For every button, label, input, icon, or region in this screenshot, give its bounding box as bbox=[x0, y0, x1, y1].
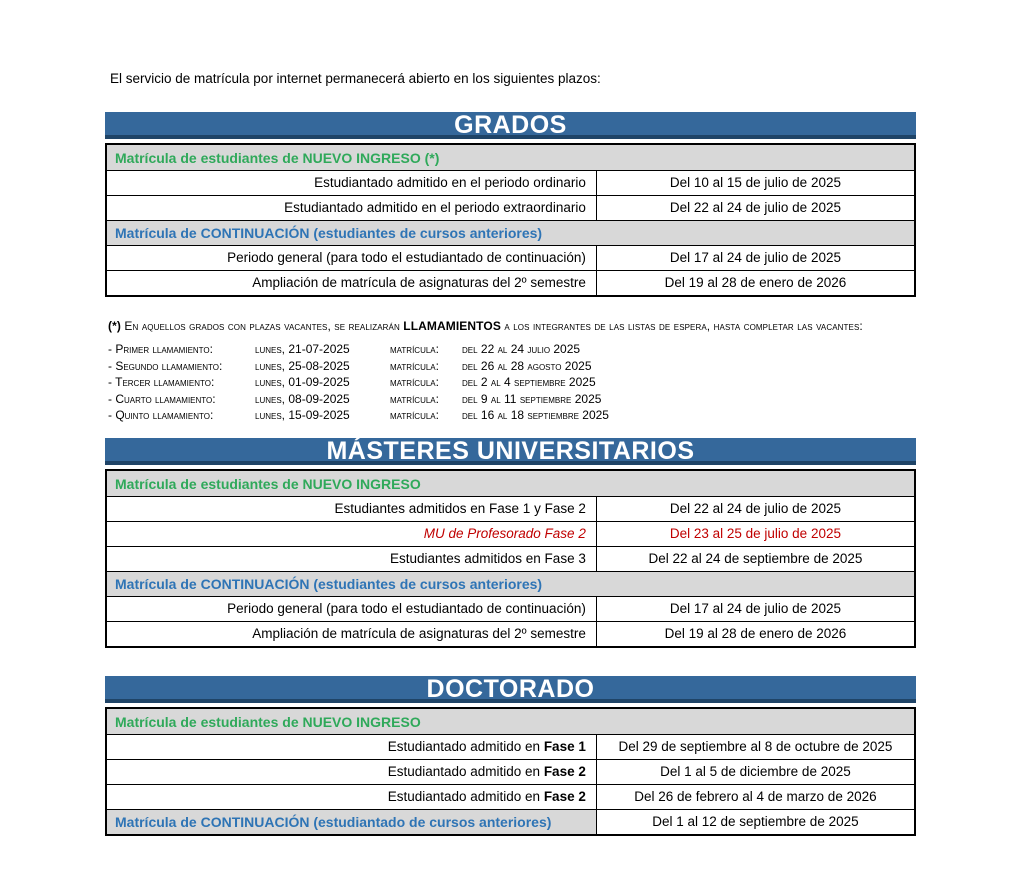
table-row bbox=[107, 170, 914, 195]
row-label bbox=[107, 785, 597, 809]
row-label-text: Estudiantado admitido en bbox=[387, 739, 544, 754]
doctorado-table bbox=[105, 676, 916, 836]
row-label: Estudiantado admitido en el periodo ordinario bbox=[107, 171, 597, 195]
row-label: Ampliación de matrícula de asignaturas del 2º semestre bbox=[107, 271, 597, 295]
doctorado-table-body bbox=[105, 707, 916, 836]
matricula-label: matrícula: bbox=[390, 408, 439, 422]
row-label-bold: Fase 2 bbox=[543, 789, 586, 804]
doctorado-nuevo-ingreso-header bbox=[107, 709, 914, 734]
row-date: Del 17 al 24 de julio de 2025 bbox=[669, 250, 841, 265]
row-date: Del 22 al 24 de julio de 2025 bbox=[669, 200, 841, 215]
grados-nuevo-ingreso-header bbox=[107, 145, 914, 170]
matricula-value: del 9 al 11 septiembre 2025 bbox=[462, 391, 602, 406]
grados-title-band bbox=[105, 112, 916, 139]
row-label: Estudiantado admitido en el periodo extraordinario bbox=[107, 196, 597, 220]
row-date: Del 22 al 24 de septiembre de 2025 bbox=[648, 551, 863, 566]
table-row bbox=[107, 195, 914, 220]
matricula-value: del 16 al 18 septiembre 2025 bbox=[462, 408, 609, 422]
doctorado-continuacion-row bbox=[107, 809, 914, 834]
matricula-label: matrícula: bbox=[390, 375, 439, 389]
table-row bbox=[107, 784, 914, 809]
row-label bbox=[107, 760, 597, 784]
section-header-label: Matrícula de CONTINUACIÓN (estudiantes de cursos anteriores) bbox=[115, 576, 543, 592]
table-row bbox=[107, 596, 914, 621]
section-header-label: Matrícula de estudiantes de NUEVO INGRESO bbox=[115, 475, 421, 492]
llamamiento-date: lunes, 08-09-2025 bbox=[255, 391, 350, 406]
footnote-text-before: En aquellos grados con plazas vacantes, se realizarán bbox=[120, 319, 404, 333]
row-label bbox=[107, 735, 597, 759]
llamamiento-name: - Segundo llamamiento: bbox=[108, 358, 223, 373]
table-row bbox=[107, 270, 914, 295]
section-header-label: Matrícula de CONTINUACIÓN (estudiantes de cursos anteriores) bbox=[115, 225, 543, 241]
footnote-text-after: a los integrantes de las listas de espera, hasta completar las vacantes: bbox=[500, 319, 863, 333]
row-label: Matrícula de CONTINUACIÓN (estudiantado de cursos anteriores) bbox=[107, 810, 597, 834]
row-date: Del 23 al 25 de julio de 2025 bbox=[669, 526, 841, 541]
footnote bbox=[108, 319, 938, 424]
doctorado-title: DOCTORADO bbox=[426, 675, 595, 703]
row-date: Del 1 al 5 de diciembre de 2025 bbox=[660, 764, 851, 779]
footnote-intro-line bbox=[108, 319, 938, 333]
masteres-table bbox=[105, 438, 916, 648]
row-date: Del 26 de febrero al 4 de marzo de 2026 bbox=[634, 789, 877, 804]
row-label-bold: Fase 1 bbox=[543, 739, 586, 754]
row-label-text: Estudiantado admitido en bbox=[387, 789, 544, 804]
table-row bbox=[107, 496, 914, 521]
matricula-label: matrícula: bbox=[390, 342, 439, 356]
intro-text: El servicio de matrícula por internet permanecerá abierto en los siguientes plazos: bbox=[110, 71, 601, 86]
row-label-text: Estudiantado admitido en bbox=[387, 764, 544, 779]
matricula-value: del 2 al 4 septiembre 2025 bbox=[462, 375, 596, 389]
masteres-title-band bbox=[105, 438, 916, 465]
row-date: Del 1 al 12 de septiembre de 2025 bbox=[652, 814, 859, 829]
row-date: Del 22 al 24 de julio de 2025 bbox=[669, 501, 841, 516]
row-label: Periodo general (para todo el estudiantado de continuación) bbox=[107, 597, 597, 621]
grados-table bbox=[105, 112, 916, 297]
row-label: Periodo general (para todo el estudiantado de continuación) bbox=[107, 246, 597, 270]
doctorado-title-band bbox=[105, 676, 916, 703]
matricula-label: matrícula: bbox=[390, 391, 439, 406]
grados-table-body bbox=[105, 143, 916, 297]
matricula-label: matrícula: bbox=[390, 358, 439, 373]
grados-continuacion-header bbox=[107, 220, 914, 245]
section-header-label: Matrícula de estudiantes de NUEVO INGRESO (*) bbox=[115, 149, 440, 166]
row-label: Estudiantes admitidos en Fase 3 bbox=[107, 547, 597, 571]
row-label: Estudiantes admitidos en Fase 1 y Fase 2 bbox=[107, 497, 597, 521]
table-row bbox=[107, 621, 914, 646]
llamamiento-name: - Primer llamamiento: bbox=[108, 342, 213, 356]
row-date: Del 29 de septiembre al 8 de octubre de 2025 bbox=[618, 739, 893, 754]
footnote-bold-word: LLAMAMIENTOS bbox=[403, 319, 501, 333]
masteres-nuevo-ingreso-header bbox=[107, 471, 914, 496]
footnote-items bbox=[108, 342, 938, 424]
table-row bbox=[107, 759, 914, 784]
table-row bbox=[107, 546, 914, 571]
grados-title: GRADOS bbox=[454, 111, 567, 139]
llamamiento-name: - Tercer llamamiento: bbox=[108, 375, 215, 389]
llamamiento-date: lunes, 01-09-2025 bbox=[255, 375, 350, 389]
llamamiento-date: lunes, 21-07-2025 bbox=[255, 342, 350, 356]
llamamiento-name: - Quinto llamamiento: bbox=[108, 408, 214, 422]
table-row-mu-profesorado bbox=[107, 521, 914, 546]
matricula-value: del 22 al 24 julio 2025 bbox=[462, 342, 581, 356]
masteres-continuacion-header bbox=[107, 571, 914, 596]
masteres-title: MÁSTERES UNIVERSITARIOS bbox=[326, 437, 695, 465]
footnote-marker: (*) bbox=[108, 319, 121, 333]
row-date: Del 19 al 28 de enero de 2026 bbox=[664, 275, 847, 290]
row-date: Del 19 al 28 de enero de 2026 bbox=[664, 626, 847, 641]
row-label-bold: Fase 2 bbox=[543, 764, 586, 779]
row-date: Del 10 al 15 de julio de 2025 bbox=[669, 175, 841, 190]
table-row bbox=[107, 245, 914, 270]
row-date: Del 17 al 24 de julio de 2025 bbox=[669, 601, 841, 616]
llamamiento-date: lunes, 25-08-2025 bbox=[255, 358, 350, 373]
section-header-label: Matrícula de estudiantes de NUEVO INGRESO bbox=[115, 713, 421, 730]
masteres-table-body bbox=[105, 469, 916, 648]
table-row bbox=[107, 734, 914, 759]
llamamiento-date: lunes, 15-09-2025 bbox=[255, 408, 350, 422]
matricula-value: del 26 al 28 agosto 2025 bbox=[462, 358, 592, 373]
llamamiento-name: - Cuarto llamamiento: bbox=[108, 391, 216, 406]
row-label: Ampliación de matrícula de asignaturas del 2º semestre bbox=[107, 622, 597, 646]
row-label: MU de Profesorado Fase 2 bbox=[107, 522, 597, 546]
